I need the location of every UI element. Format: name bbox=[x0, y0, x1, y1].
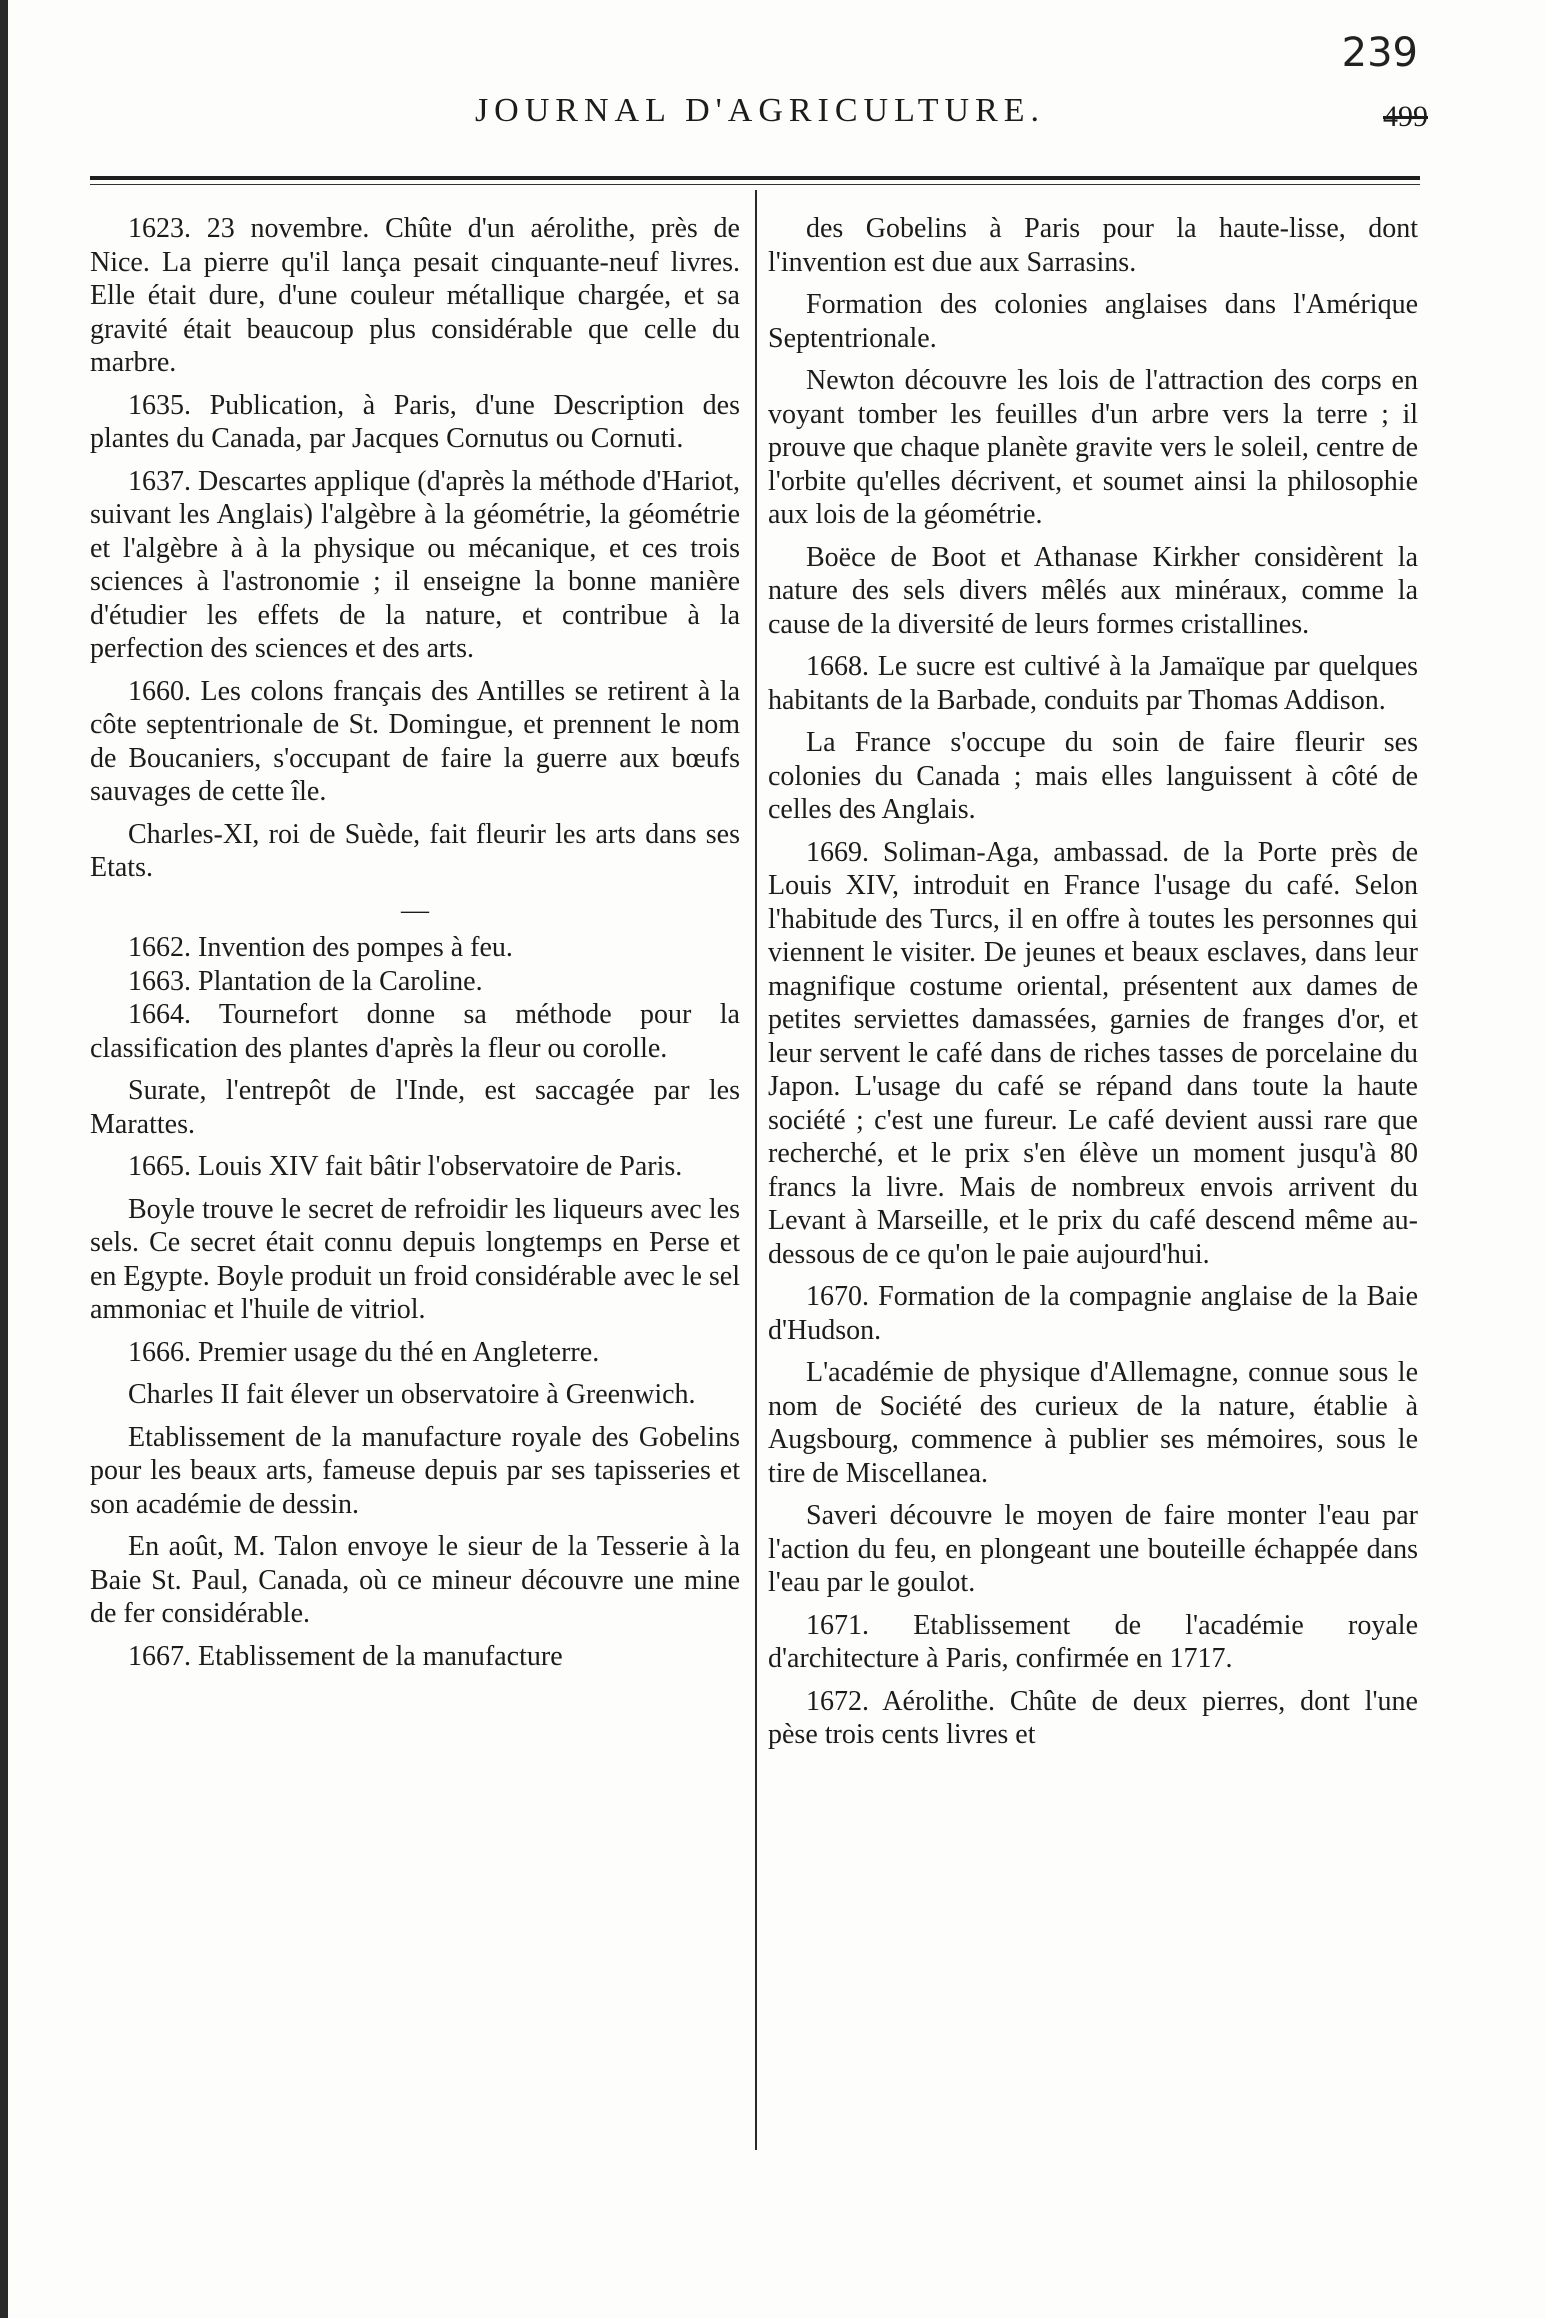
entry-colonies-anglaises: Formation des colonies anglaises dans l'Amérique Septentrionale. bbox=[768, 289, 1418, 354]
entry-academie-physique: L'académie de physique d'Allemagne, connue sous le nom de Société des curieux de la nature, établie à Augsbourg, commence à publier ses mémoires, sous le tire de Miscellanea. bbox=[768, 1357, 1418, 1489]
entry-1623: 1623. 23 novembre. Chûte d'un aérolithe, près de Nice. La pierre qu'il lança pesait cinquante-neuf livres. Elle était dure, d'une couleur métallique chargée, et sa gravité était beaucoup plus considérable que celle du marbre. bbox=[90, 213, 740, 378]
entry-1637: 1637. Descartes applique (d'après la méthode d'Hariot, suivant les Anglais) l'algèbre à la géométrie, la géométrie et l'algèbre à à la physique ou mécanique, et ces trois sciences à l'astronomie ; il enseigne la bonne manière d'étudier les effets de la nature, et contribue à la perfection des sciences et des arts. bbox=[90, 465, 740, 664]
entry-1667: 1667. Etablissement de la manufacture bbox=[128, 1640, 563, 1672]
entry-1672: 1672. Aérolithe. Chûte de deux pierres, dont l'une pèse trois cents livres et bbox=[768, 1685, 1418, 1750]
entry-1668: 1668. Le sucre est cultivé à la Jamaïque par quelques habitants de la Barbade, conduits par Thomas Addison. bbox=[768, 651, 1418, 716]
entry-france-canada: La France s'occupe du soin de faire fleurir ses colonies du Canada ; mais elles languissent à côté de celles des Anglais. bbox=[768, 727, 1418, 825]
entry-gobelins: Etablissement de la manufacture royale des Gobelins pour les beaux arts, fameuse depuis par ses tapisseries et son académie de dessin. bbox=[90, 1421, 740, 1520]
entry-1670: 1670. Formation de la compagnie anglaise de la Baie d'Hudson. bbox=[768, 1281, 1418, 1346]
entry-charles-ii: Charles II fait élever un observatoire à Greenwich. bbox=[128, 1379, 696, 1410]
printed-page-number: 499 bbox=[1383, 100, 1428, 133]
entry-1665: 1665. Louis XIV fait bâtir l'observatoire de Paris. bbox=[128, 1151, 683, 1182]
handwritten-page-number: 239 bbox=[1341, 30, 1418, 76]
entry-1662: 1662. Invention des pompes à feu. bbox=[128, 932, 513, 963]
entry-1671: 1671. Etablissement de l'académie royale d'architecture à Paris, confirmée en 1717. bbox=[768, 1609, 1418, 1674]
right-column bbox=[768, 212, 1418, 1761]
entry-charles-xi: Charles-XI, roi de Suède, fait fleurir les arts dans ses Etats. bbox=[90, 818, 740, 883]
header-rule bbox=[90, 176, 1420, 185]
entry-saveri: Saveri découvre le moyen de faire monter l'eau par l'action du feu, en plongeant une bouteille échappée dans l'eau par le goulot. bbox=[768, 1500, 1418, 1598]
entry-surate: Surate, l'entrepôt de l'Inde, est saccagée par les Marattes. bbox=[90, 1075, 740, 1140]
scan-edge bbox=[0, 0, 8, 2318]
running-head: JOURNAL D'AGRICULTURE. bbox=[474, 92, 1046, 129]
section-separator: — bbox=[401, 894, 429, 926]
column-divider bbox=[755, 190, 757, 2150]
entry-gobelins-cont: des Gobelins à Paris pour la haute-lisse, dont l'invention est due aux Sarrasins. bbox=[768, 213, 1418, 278]
entry-talon: En août, M. Talon envoye le sieur de la Tesserie à la Baie St. Paul, Canada, où ce mineur découvre une mine de fer considérable. bbox=[90, 1531, 740, 1629]
entry-1635: 1635. Publication, à Paris, d'une Description des plantes du Canada, par Jacques Cornutus ou Cornuti. bbox=[90, 389, 740, 454]
entry-newton: Newton découvre les lois de l'attraction des corps en voyant tomber les feuilles d'un arbre vers la terre ; il prouve que chaque planète gravite vers le soleil, centre de l'orbite qu'elles décrivent, et soumet ainsi la philosophie aux lois de la géométrie. bbox=[768, 365, 1418, 530]
left-column bbox=[90, 212, 740, 1682]
entry-boyle: Boyle trouve le secret de refroidir les liqueurs avec les sels. Ce secret était connu depuis longtemps en Perse et en Egypte. Boyle produit un froid considérable avec le sel ammoniac et l'huile de vitriol. bbox=[90, 1193, 741, 1325]
entry-1660: 1660. Les colons français des Antilles se retirent à la côte septentrionale de St. Domingue, et prennent le nom de Boucaniers, s'occupant de faire la guerre aux bœufs sauvages de cette île. bbox=[90, 675, 740, 807]
entry-1666: 1666. Premier usage du thé en Angleterre. bbox=[128, 1336, 600, 1368]
entry-1664: 1664. Tournefort donne sa méthode pour la classification des plantes d'après la fleur ou corolle. bbox=[90, 999, 740, 1064]
entry-boece: Boëce de Boot et Athanase Kirkher considèrent la nature des sels divers mêlés aux minéraux, comme la cause de la diversité de leurs formes cristallines. bbox=[768, 541, 1418, 640]
entry-1663: 1663. Plantation de la Caroline. bbox=[128, 965, 483, 997]
entry-1669: 1669. Soliman-Aga, ambassad. de la Porte près de Louis XIV, introduit en France l'usage du café. Selon l'habitude des Turcs, il en offre à toutes les personnes qui viennent le visiter. De jeunes et beaux esclaves, dans leur magnifique costume oriental, présentent aux dames de petites serviettes damassées, garnies de franges d'or, et leur servent le café dans de riches tasses de porcelaine du Japon. L'usage du café se répand dans toute la haute société ; c'est une fureur. Le café devient aussi rare que recherché, et le prix s'en élève un moment jusqu'à 80 francs la livre. Mais de nombreux envois arrivent du Levant à Marseille, et le prix du café descend même au-dessous de ce qu'on le paie aujourd'hui. bbox=[768, 836, 1418, 1270]
